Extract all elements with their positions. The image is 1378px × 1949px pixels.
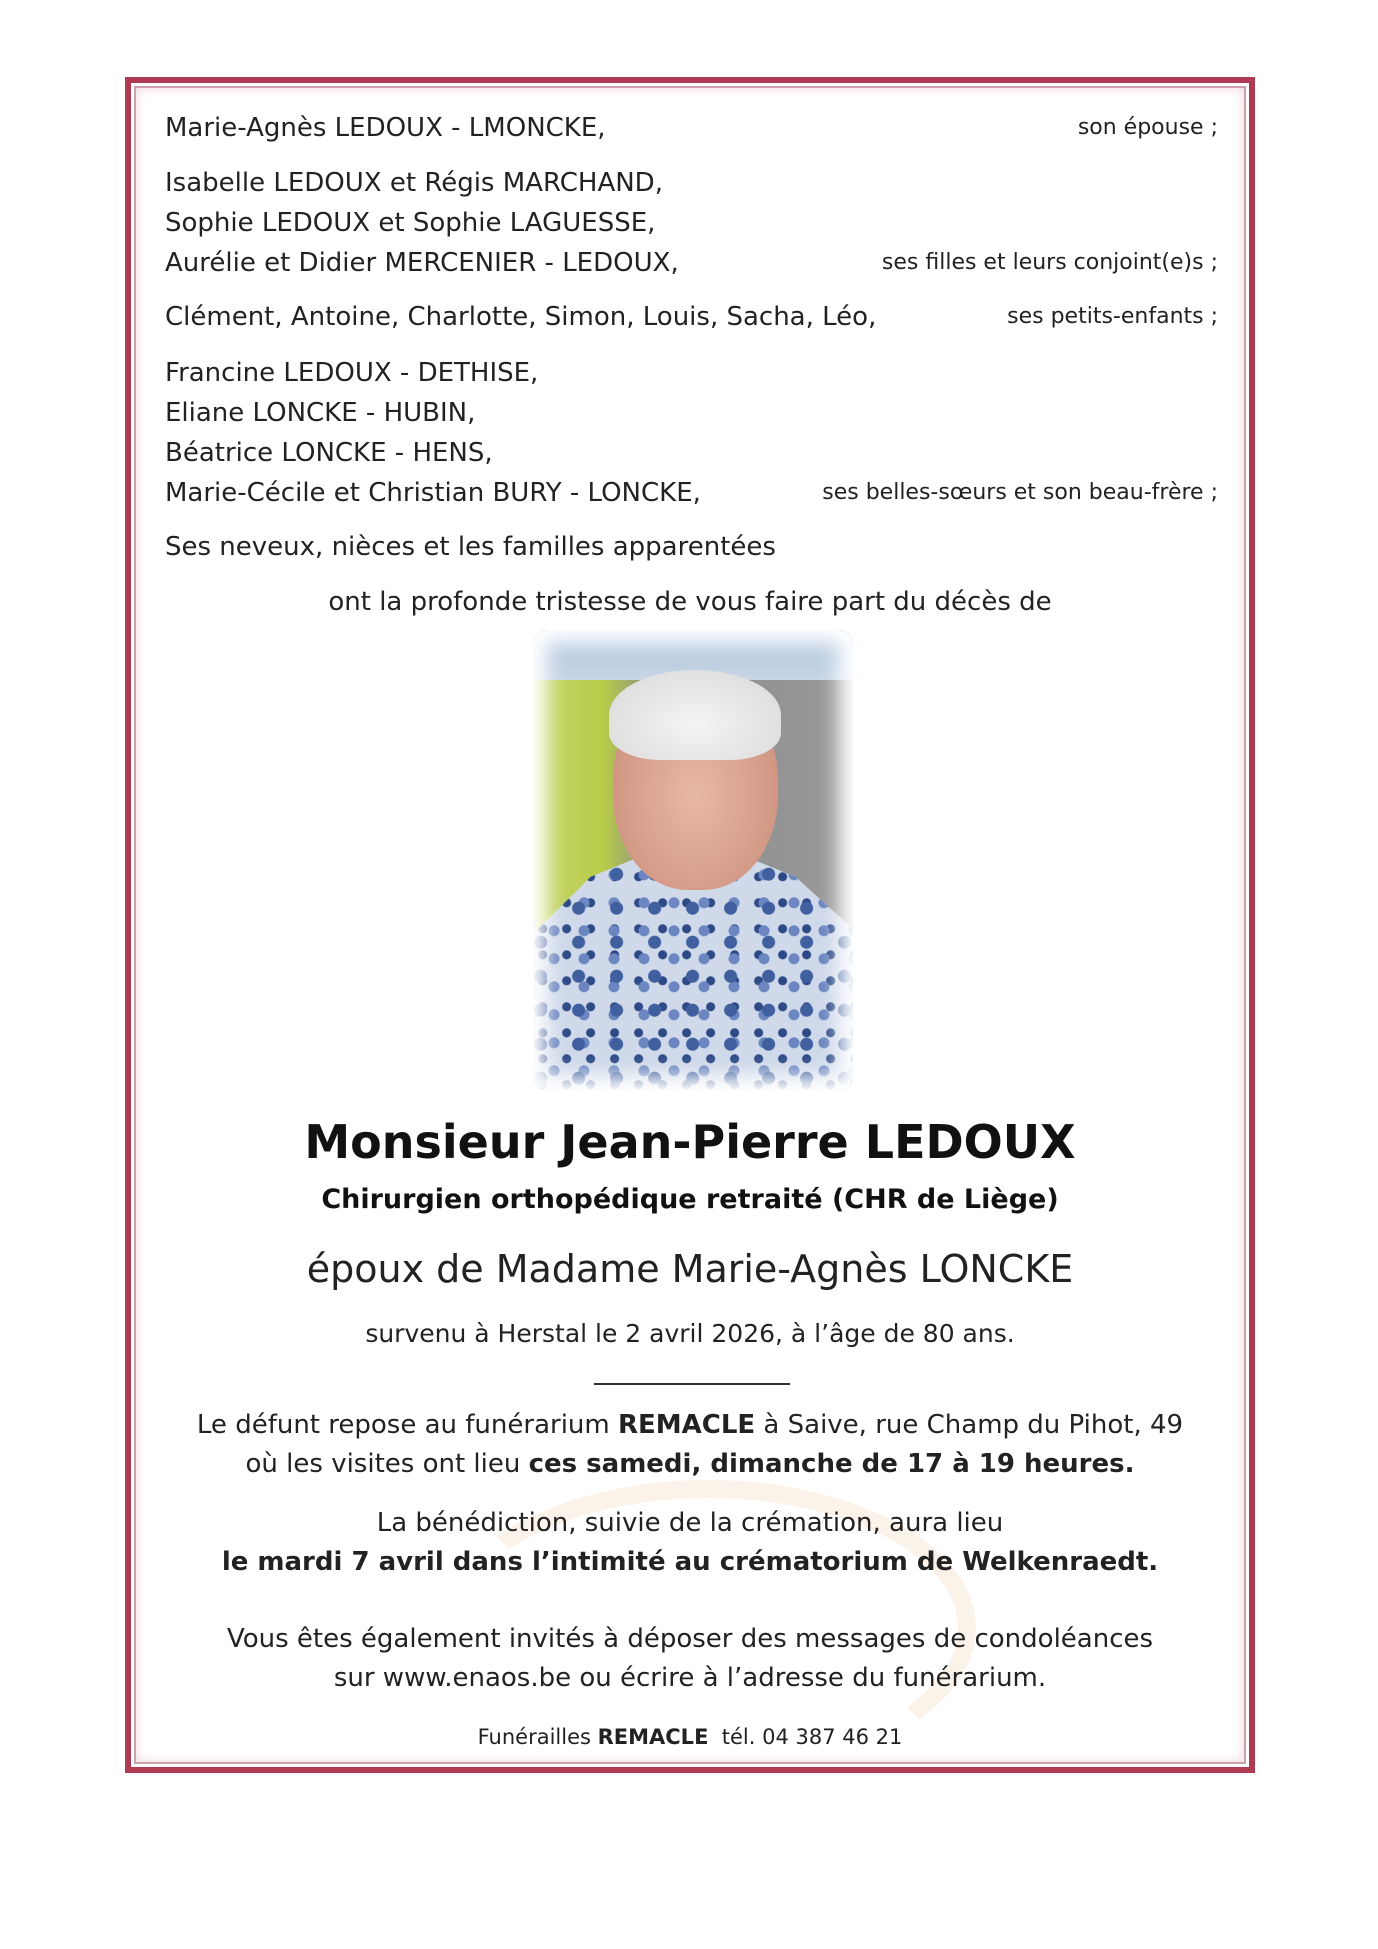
visit-line-1 [125,1405,1255,1445]
family-group-daughters [165,163,1218,283]
visit-address: à Saive, rue Champ du Pihot, 49 [755,1410,1184,1440]
announcement-text: ont la profonde tristesse de vous faire part du décès de [328,587,1052,617]
visit-text: où les visites ont lieu [245,1449,529,1479]
family-line: Francine LEDOUX - DETHISE, [165,358,539,388]
family-line: Marie-Cécile et Christian BURY - LONCKE, [165,478,701,508]
family-relation: ses petits-enfants ; [1007,304,1218,329]
family-line: Eliane LONCKE - HUBIN, [165,398,476,428]
ceremony-line-1: La bénédiction, suivie de la crémation, aura lieu [376,1508,1004,1538]
family-group-spouse [165,108,1218,148]
deceased-name: Monsieur Jean-Pierre LEDOUX [304,1115,1076,1169]
deceased-spouse: époux de Madame Marie-Agnès LONCKE [306,1247,1074,1291]
condolences-line-2: sur www.enaos.be ou écrire à l’adresse du funérarium. [333,1663,1047,1693]
footer-label: Funérailles [477,1725,598,1749]
visit-line-2 [125,1444,1255,1484]
visit-text: Le défunt repose au funérarium [196,1410,618,1440]
family-group-grandchildren [165,297,1218,337]
visit-hours: ces samedi, dimanche de 17 à 19 heures. [528,1449,1135,1479]
family-relation: ses belles-sœurs et son beau-frère ; [822,480,1218,505]
ceremony-line-2: le mardi 7 avril dans l’intimité au crématorium de Welkenraedt. [221,1547,1159,1577]
deceased-death-info: survenu à Herstal le 2 avril 2026, à l’âge de 80 ans. [365,1319,1015,1348]
family-line: Ses neveux, nièces et les familles apparentées [165,532,776,562]
family-line: Sophie LEDOUX et Sophie LAGUESSE, [165,208,656,238]
funeral-home-name: REMACLE [617,1410,756,1440]
family-relation: ses filles et leurs conjoint(e)s ; [881,250,1218,275]
footer [125,1719,1255,1755]
condolences-line-1: Vous êtes également invités à déposer des messages de condoléances [226,1624,1154,1654]
family-relation: son épouse ; [1077,115,1218,140]
family-group-in-laws [165,353,1218,513]
family-line: Marie-Agnès LEDOUX - LMONCKE, [165,113,606,143]
family-line: Béatrice LONCKE - HENS, [165,438,493,468]
family-group-relatives [165,527,1218,567]
footer-company: REMACLE [597,1725,709,1749]
footer-phone: tél. 04 387 46 21 [708,1725,903,1749]
family-line: Clément, Antoine, Charlotte, Simon, Louis, Sacha, Léo, [165,302,877,332]
deceased-profession: Chirurgien orthopédique retraité (CHR de Liège) [321,1184,1059,1215]
portrait-photo [533,630,853,1090]
family-line: Aurélie et Didier MERCENIER - LEDOUX, [165,248,679,278]
family-line: Isabelle LEDOUX et Régis MARCHAND, [165,168,663,198]
divider [594,1383,790,1385]
